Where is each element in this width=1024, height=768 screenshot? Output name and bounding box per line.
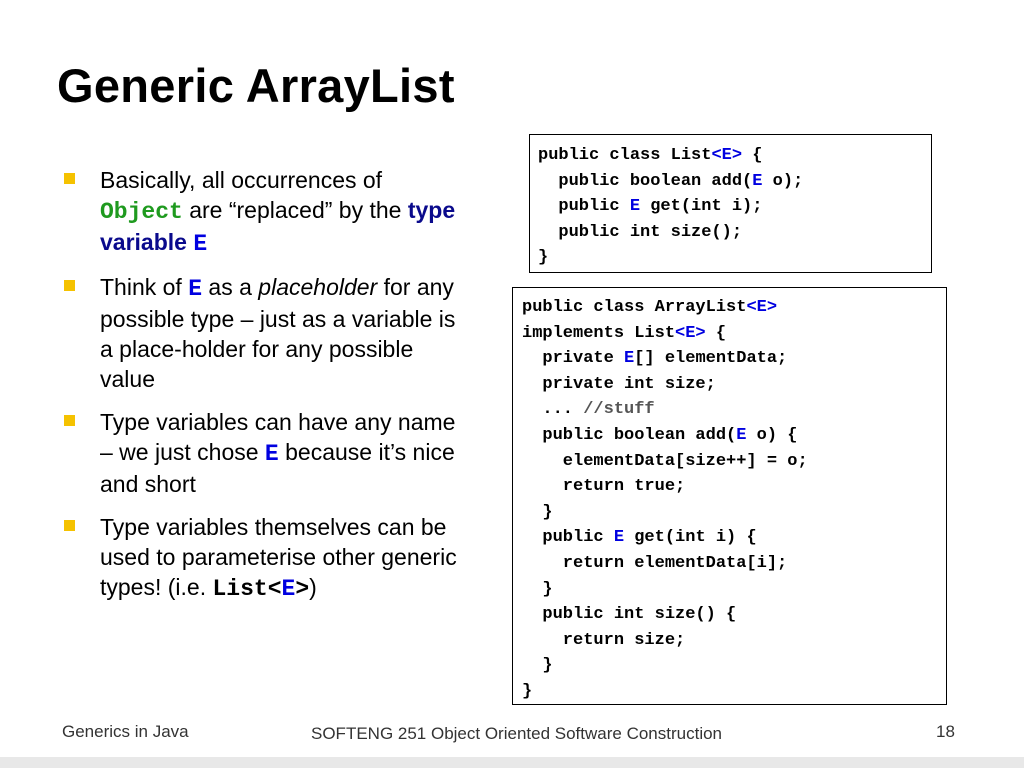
code-line [538,143,923,169]
code-line [522,551,937,577]
code-token: public int size(); [538,222,743,242]
bullet-item [64,407,464,499]
code-token: private int size; [522,374,716,394]
footer-topic: Generics in Java [62,722,189,741]
code-token: o) { [746,425,798,445]
code-token: get(int i); [640,197,763,217]
bullet-item [64,512,464,604]
code-line [538,194,923,220]
code-line [522,474,937,500]
code-token: return elementData[i]; [522,553,788,573]
type-var-code: E [264,441,279,467]
code-line [522,295,937,321]
bullet-text: Think of [100,274,189,300]
bullet-item [64,272,464,394]
type-var-token: E [736,425,747,445]
footer-course: SOFTENG 251 Object Oriented Software Construction [311,724,723,743]
code-token: } [522,656,553,676]
inline-code: List< [212,576,282,602]
code-token: public int size() { [522,605,737,625]
inline-code: Object [100,199,183,225]
code-line [522,397,937,423]
bullet-text: Basically, all occurrences of [100,167,383,193]
code-token: public class List [538,146,712,165]
code-line [522,449,937,475]
code-token: public boolean add( [538,171,753,191]
type-var-token: <E> [675,323,706,343]
code-line [522,321,937,347]
type-var-code: E [188,276,203,302]
code-token: public [522,528,614,548]
bullet-text: because it’s nice and short [100,439,455,497]
code-token: } [522,579,553,599]
code-line [522,525,937,551]
code-token: { [742,146,763,165]
type-var-code: E [193,231,208,257]
code-line [522,372,937,398]
slide-title: Generic ArrayList [57,59,455,112]
code-token: return size; [522,630,686,650]
bullet-item [64,165,464,259]
type-var-token: E [624,349,635,369]
code-token: [] elementData; [634,349,788,369]
code-line [538,169,923,195]
code-token: public class ArrayList [522,298,747,317]
bullet-square-icon [64,280,75,291]
code-token: o); [762,171,804,191]
type-var-token: E [752,171,763,191]
code-line [538,220,923,246]
type-var-token: <E> [746,298,778,317]
code-comment: //stuff [583,400,655,420]
type-var-token: E [629,197,641,217]
code-token: implements List [522,323,676,343]
code-token: return true; [522,477,686,497]
code-line [522,653,937,679]
code-line [538,245,923,271]
code-token: } [522,502,553,522]
bullet-square-icon [64,415,75,426]
bullet-square-icon [64,173,75,184]
code-line [522,346,937,372]
bullet-text: as a [202,274,259,300]
footer-page-number: 18 [936,722,955,741]
bullet-square-icon [64,520,75,531]
code-line [522,423,937,449]
inline-code: > [295,576,310,602]
bullet-text: are “replaced” by the [182,197,408,223]
code-token: elementData[size++] = o; [522,451,808,471]
code-line [522,577,937,603]
code-line [522,679,937,705]
bullet-list [64,165,464,617]
bullet-text: for any possible type – just as a variable is a place-holder for any possible value [100,274,456,392]
code-token: get(int i) { [624,528,757,548]
type-var-code: E [281,576,296,602]
code-token: private [522,349,625,369]
code-token: } [522,681,533,701]
code-line [522,628,937,654]
code-line [522,602,937,628]
bold-term: type variable [100,197,456,255]
type-var-token: <E> [711,146,743,165]
bottom-band [0,757,1024,768]
type-var-token: E [613,528,625,548]
code-token: public [538,197,630,217]
italic-term: placeholder [258,274,378,300]
code-line [522,500,937,526]
code-token: ... [522,400,584,420]
arraylist-class-code-box [512,287,947,705]
code-token: { [705,323,727,343]
code-token: } [538,248,549,268]
code-token: public boolean add( [522,425,737,445]
bullet-text: Type variables can have any name – we just chose [100,409,456,465]
bullet-text: Type variables themselves can be used to parameterise other generic types! (i.e. [100,514,457,600]
list-interface-code-box [529,134,932,273]
bullet-text: ) [309,574,317,600]
